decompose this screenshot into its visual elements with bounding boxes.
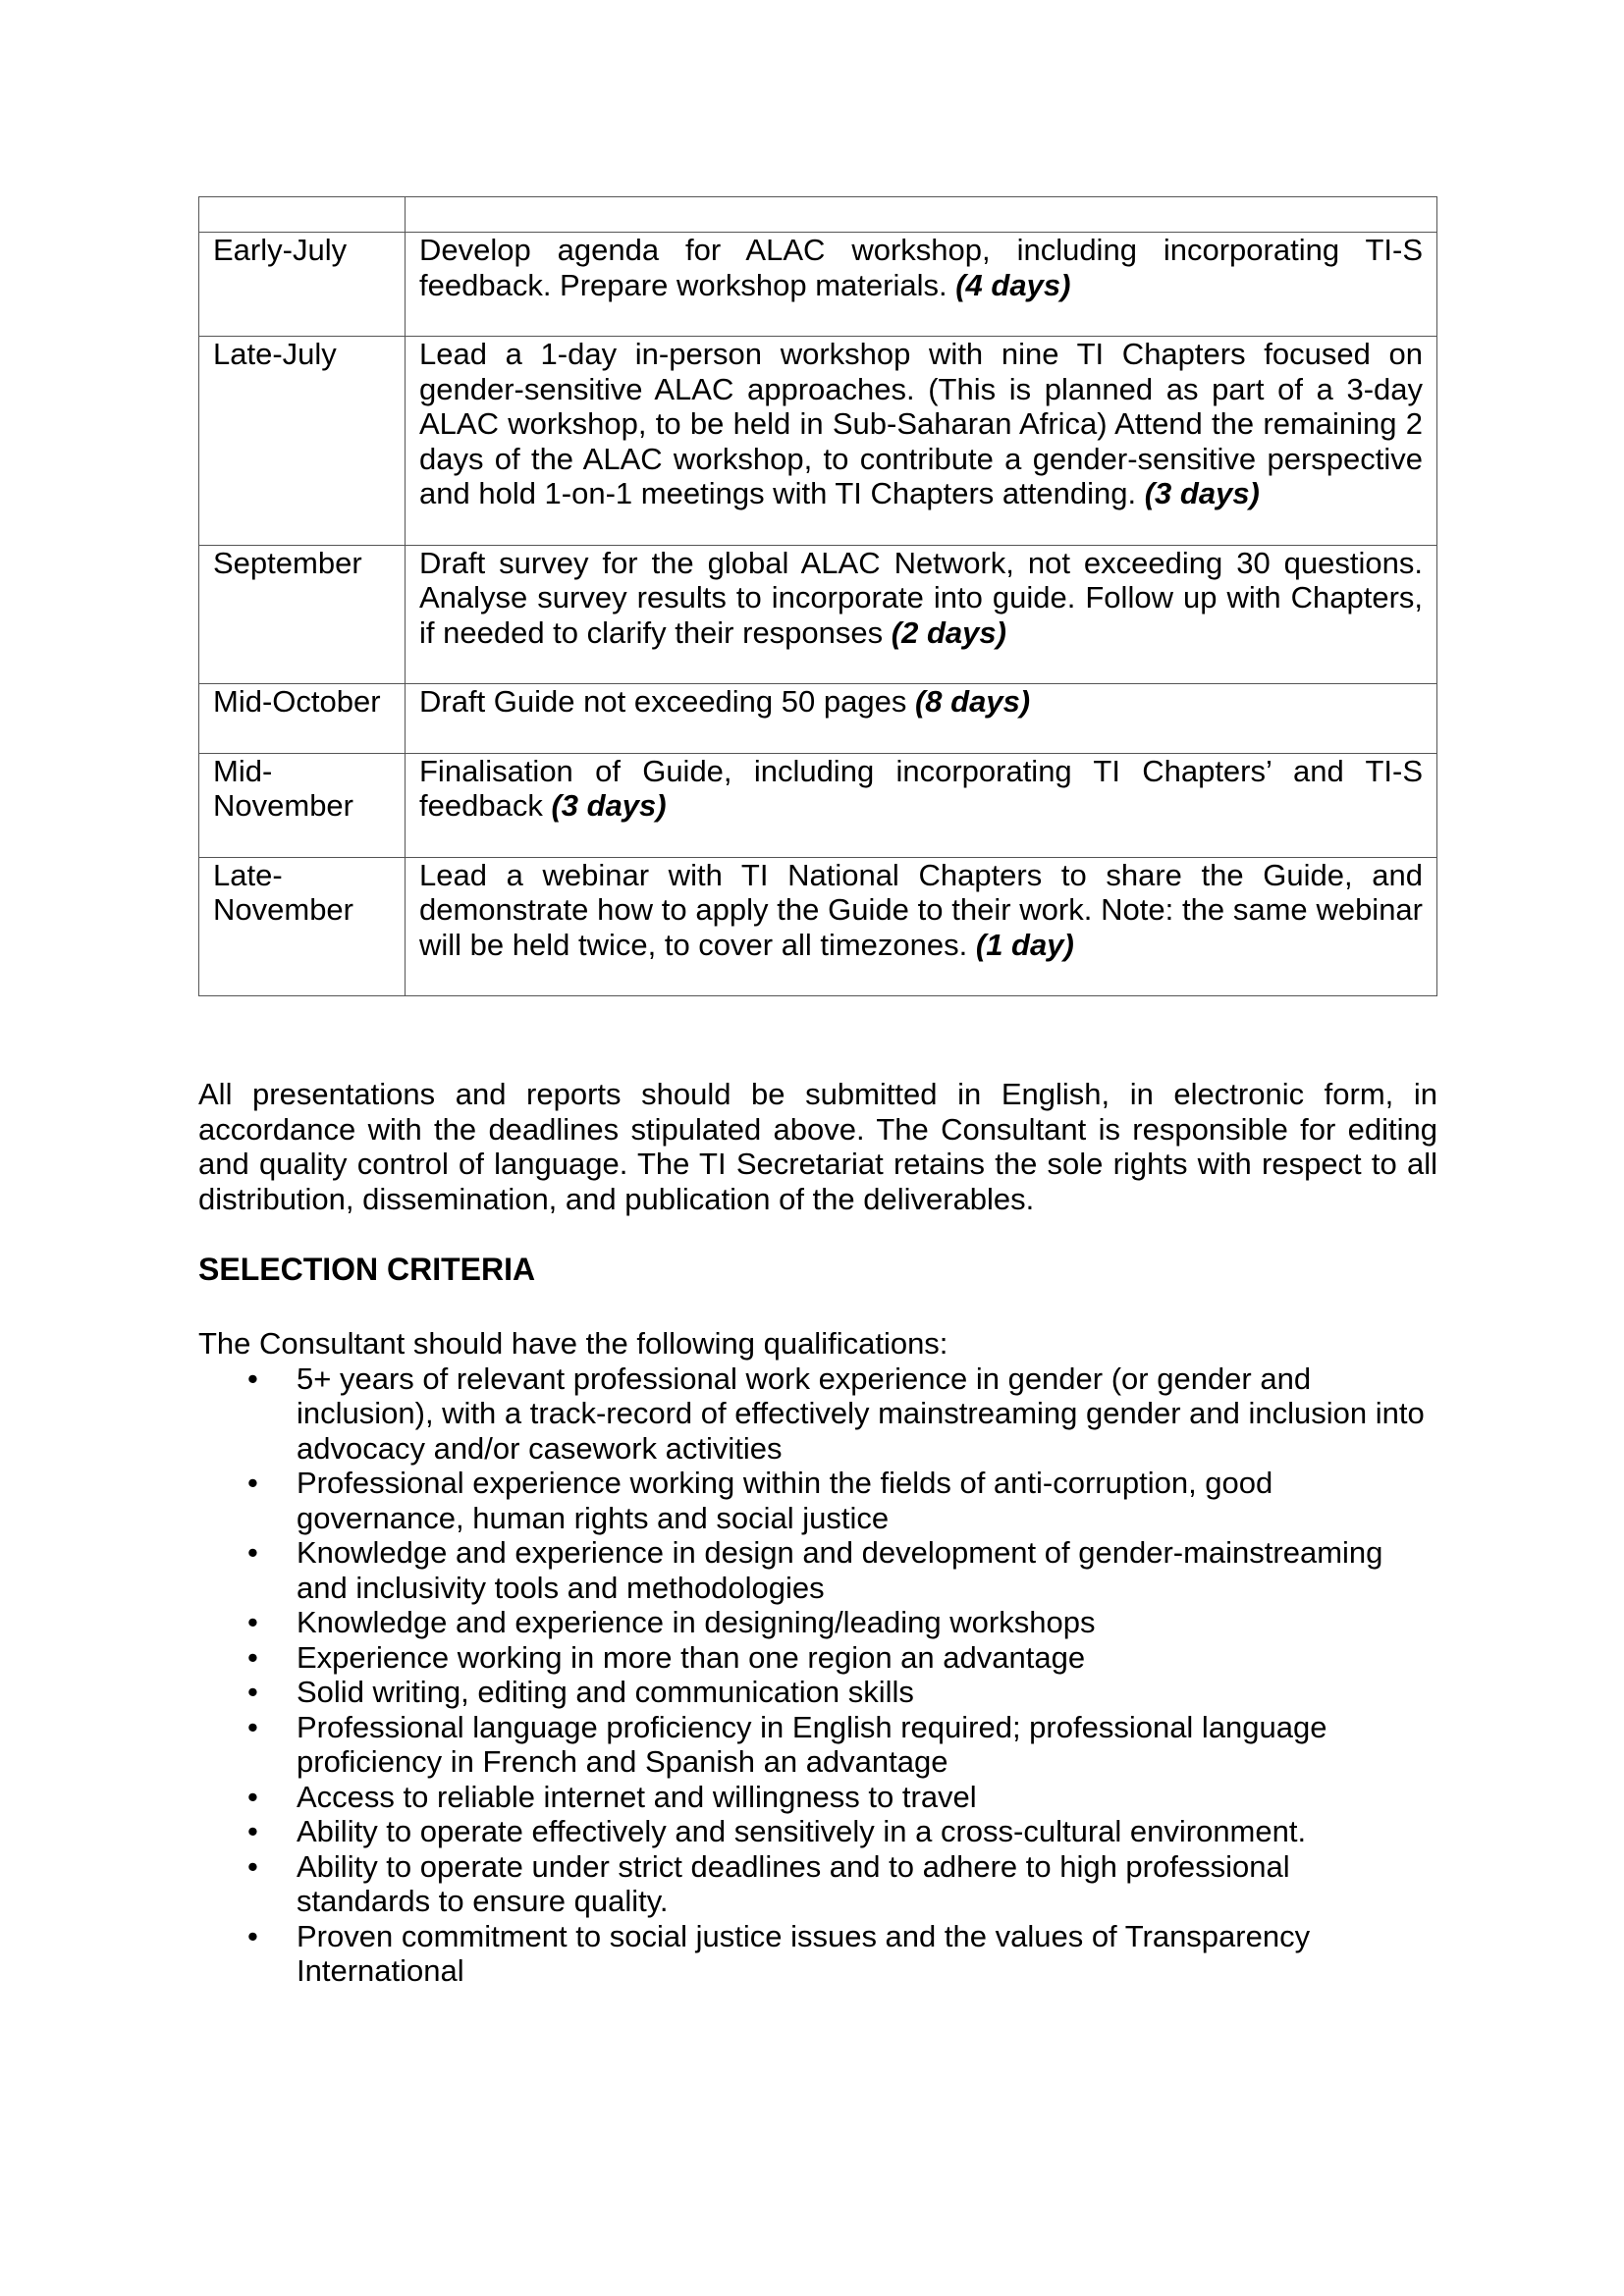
- list-item-text: Access to reliable internet and willingness to travel: [297, 1779, 977, 1814]
- list-item: [198, 1849, 1437, 1919]
- timeframe-cell: Late-November: [199, 857, 406, 996]
- timeframe-cell: September: [199, 545, 406, 684]
- bullet-icon: •: [247, 1918, 258, 1953]
- task-cell: [406, 753, 1437, 857]
- bullet-icon: •: [247, 1675, 258, 1709]
- timeframe-cell: Late-July: [199, 337, 406, 546]
- task-cell: [406, 233, 1437, 337]
- task-text: Draft Guide not exceeding 50 pages: [419, 684, 907, 719]
- bullet-icon: •: [247, 1535, 258, 1570]
- list-item: [198, 1675, 1437, 1710]
- task-cell: [406, 337, 1437, 546]
- list-item: [198, 1814, 1437, 1849]
- timeframe-cell: [199, 197, 406, 233]
- bullet-icon: •: [247, 1709, 258, 1744]
- list-item-text: 5+ years of relevant professional work experience in gender (or gender and inclusion), with a track-record of effectively mainstreaming gender and inclusion into advocacy and/or casework activities: [297, 1361, 1425, 1466]
- task-cell: [406, 857, 1437, 996]
- bullet-icon: •: [247, 1848, 258, 1884]
- table-row: [199, 753, 1437, 857]
- criteria-list: [198, 1362, 1437, 1989]
- task-duration: (8 days): [914, 684, 1031, 719]
- table-row-empty: [199, 197, 1437, 233]
- task-duration: (4 days): [955, 267, 1071, 302]
- criteria-intro: The Consultant should have the following qualifications:: [198, 1326, 948, 1361]
- task-text: Lead a 1-day in-person workshop with nine TI Chapters focused on gender-sensitive ALAC approaches. (This is planned as part of a 3-day ALAC workshop, to be held in Sub-Saharan Africa) Attend the remaining 2 days of the ALAC workshop, to contribute a gender-sensitive perspective and hold 1-on-1 meetings with TI Chapters attending.: [419, 337, 1423, 510]
- list-item: [198, 1640, 1437, 1676]
- task-duration: (1 day): [975, 927, 1074, 962]
- list-item-text: Ability to operate effectively and sensitively in a cross-cultural environment.: [297, 1814, 1307, 1848]
- list-item: [198, 1466, 1437, 1535]
- task-cell: [406, 197, 1437, 233]
- submission-paragraph: All presentations and reports should be submitted in English, in electronic form, in accordance with the deadlines stipulated above. The Consultant is responsible for editing and quality control of language. The TI Secretariat retains the sole rights with respect to all distribution, dissemination, and publication of the deliverables.: [198, 1077, 1437, 1216]
- task-text: Draft survey for the global ALAC Network, not exceeding 30 questions. Analyse survey results to incorporate into guide. Follow up with Chapters, if needed to clarify their responses: [419, 545, 1423, 650]
- list-item: [198, 1605, 1437, 1640]
- list-item-text: Ability to operate under strict deadlines and to adhere to high professional standards to ensure quality.: [297, 1848, 1290, 1918]
- task-text: Lead a webinar with TI National Chapters to share the Guide, and demonstrate how to apply the Guide to their work. Note: the same webinar will be held twice, to cover all timezones.: [419, 857, 1423, 962]
- table-row: [199, 545, 1437, 684]
- list-item-text: Knowledge and experience in designing/leading workshops: [297, 1605, 1096, 1639]
- bullet-icon: •: [247, 1466, 258, 1500]
- task-text: Develop agenda for ALAC workshop, including incorporating TI-S feedback. Prepare workshop materials.: [419, 233, 1423, 302]
- list-item-text: Professional language proficiency in English required; professional language proficiency in French and Spanish an advantage: [297, 1709, 1327, 1779]
- task-cell: [406, 545, 1437, 684]
- table-row: [199, 857, 1437, 996]
- bullet-icon: •: [247, 1814, 258, 1848]
- section-heading: SELECTION CRITERIA: [198, 1252, 536, 1287]
- list-item-text: Professional experience working within the fields of anti-corruption, good governance, human rights and social justice: [297, 1466, 1273, 1535]
- schedule-table: [198, 196, 1437, 996]
- task-duration: (3 days): [551, 788, 667, 823]
- table-row: [199, 337, 1437, 546]
- list-item: [198, 1780, 1437, 1815]
- table-row: [199, 233, 1437, 337]
- list-item: [198, 1362, 1437, 1467]
- timeframe-cell: Mid-November: [199, 753, 406, 857]
- bullet-icon: •: [247, 1779, 258, 1814]
- task-duration: (2 days): [891, 614, 1006, 650]
- list-item: [198, 1535, 1437, 1605]
- list-item-text: Proven commitment to social justice issues and the values of Transparency International: [297, 1918, 1311, 1988]
- task-cell: [406, 684, 1437, 754]
- timeframe-cell: Early-July: [199, 233, 406, 337]
- table-row: [199, 684, 1437, 754]
- timeframe-cell: Mid-October: [199, 684, 406, 754]
- list-item: [198, 1919, 1437, 1989]
- bullet-icon: •: [247, 1605, 258, 1639]
- list-item-text: Experience working in more than one region an advantage: [297, 1639, 1086, 1675]
- list-item-text: Solid writing, editing and communication skills: [297, 1675, 914, 1709]
- list-item: [198, 1710, 1437, 1780]
- document-page: [198, 196, 1437, 1989]
- bullet-icon: •: [247, 1361, 258, 1396]
- task-duration: (3 days): [1144, 476, 1260, 510]
- task-text: Finalisation of Guide, including incorporating TI Chapters’ and TI-S feedback: [419, 753, 1423, 823]
- bullet-icon: •: [247, 1639, 258, 1675]
- list-item-text: Knowledge and experience in design and development of gender-mainstreaming and inclusivity tools and methodologies: [297, 1535, 1383, 1605]
